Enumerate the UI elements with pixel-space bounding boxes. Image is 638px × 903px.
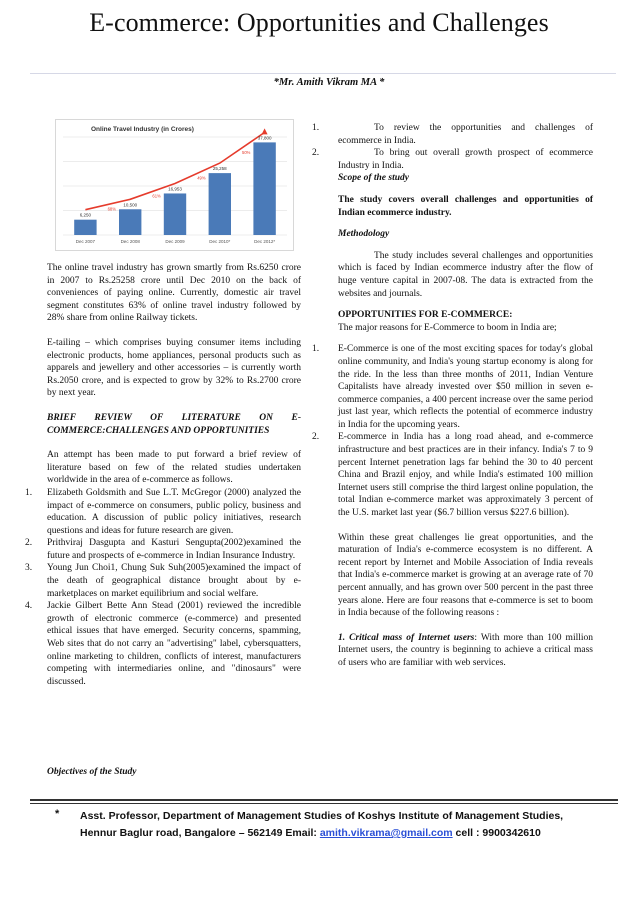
growth-label: 68%	[107, 206, 116, 212]
page-title: E-commerce: Opportunities and Challenges	[89, 8, 549, 37]
scope-text: The study covers overall challenges and opportunities of Indian ecommerce industry.	[338, 194, 593, 218]
within-paragraph: Within these great challenges lie great opportunities, and the maturation of India's e-commerce ecosystem is no different. A recent report by Internet and Mobile Association of India reveals that India's e-commerce market is growing at an average rate of 70 percent annually, and has grown over 500 percent in the past three years alone. Here are four reasons that e-commerce is set to boom in India because of the following reasons :	[338, 532, 593, 619]
list-text: Prithviraj Dasgupta and Kasturi Sengupta(2002)examined the future and prospects of e-commerce in Indian Insurance Industry.	[47, 538, 301, 561]
growth-label: 49%	[197, 175, 206, 181]
list-item	[25, 600, 301, 688]
value-label: 37,800	[257, 135, 272, 141]
value-label: 6,250	[79, 212, 92, 218]
critical-mass-paragraph	[338, 632, 593, 670]
scope-heading: Scope of the study	[338, 173, 409, 184]
review-intro: An attempt has been made to put forward a brief review of literature based on few of the related studies undertaken worldwide in the area of e-commerce as follows.	[47, 450, 301, 486]
chart-svg	[55, 119, 294, 251]
list-text: E-Commerce is one of the most exciting spaces for today's global online community, and India's young startup economy is along for the ride. In the less than three months of 2011, Indian Venture Capitalists have already invested over $50 million in seven e-commerce companies, a 400 percent increase over the same period just last year, which reflects the potential of ecommerce industry in India for the upcoming years.	[338, 344, 593, 430]
methodology-text: The study includes several challenges and opportunities which is faced by Indian ecommerce industry after the flow of huge venture capital in 2007-08. The data is extracted from the websites and journals.	[338, 250, 593, 299]
footer-divider	[30, 799, 618, 801]
travel-paragraph: The online travel industry has grown smartly from Rs.6250 crore in 2007 to Rs.25258 crore until Dec 2010 on the back of conveniences of paying online. Currently, domestic air travel segment constitutes 63% of online travel industry followed by 28% share from online Railway tickets.	[47, 263, 301, 324]
growth-label: 61%	[152, 193, 161, 199]
email-link[interactable]: amith.vikrama@gmail.com	[319, 827, 453, 839]
list-number: 2.	[25, 538, 33, 549]
review-heading: BRIEF REVIEW OF LITERATURE ON E-COMMERCE:CHALLENGES AND OPPORTUNITIES	[47, 412, 301, 436]
list-item	[25, 562, 301, 600]
value-label: 16,953	[168, 186, 182, 192]
category-label: Dec 2010*	[209, 239, 231, 244]
bar	[119, 209, 141, 235]
list-item	[312, 343, 593, 431]
bar	[74, 220, 96, 235]
list-number: 4.	[25, 601, 33, 612]
address-text: Hennur Baglur road, Bangalore – 562149 Email:	[80, 827, 320, 839]
list-number: 2.	[312, 148, 320, 159]
category-label: Dec 2009	[165, 239, 185, 244]
list-number: 2.	[312, 432, 320, 443]
bar	[164, 193, 186, 235]
chart-title: Online Travel Industry (in Crores)	[91, 126, 194, 133]
list-item	[312, 147, 593, 172]
affiliation-line: Asst. Professor, Department of Management Studies of Koshys Institute of Management Studies,	[80, 810, 564, 822]
value-label: 10,500	[123, 202, 138, 208]
list-text: To review the opportunities and challenges of ecommerce in India.	[338, 123, 593, 146]
methodology-heading: Methodology	[338, 229, 390, 240]
reasons-list	[312, 343, 593, 519]
list-item	[312, 122, 593, 147]
right-column	[312, 122, 593, 670]
objectives-list	[312, 122, 593, 172]
author-line: *Mr. Amith Vikram MA *	[273, 77, 385, 88]
list-text: Elizabeth Goldsmith and Sue L.T. McGregor (2000) analyzed the impact of e-commerce on consumers, public policy, business and education. A discussion of public policy initiatives, research questions and ideas for future research are given.	[47, 487, 301, 536]
reference-list	[25, 487, 301, 689]
list-number: 1.	[312, 123, 320, 133]
growth-label: 50%	[242, 149, 251, 155]
bar	[209, 173, 231, 235]
travel-industry-chart	[55, 119, 294, 251]
list-number: 1.	[25, 487, 33, 498]
list-text: E-commerce in India has a long road ahead, and e-commerce infrastructure and best practices are in their infancy. India's 7 to 9 percent Internet penetration lags far behind the 30 to 40 percent China and Brazil enjoy, and while India's estimated 100 million Internet users still comprise the third largest online population, the total Indian e-commerce market was approximately 3 percent of the U.S. market last year ($6.7 billion versus $227.6 billion).	[338, 432, 593, 519]
critical-mass-text: : With more than 100 million Internet users, the country is beginning to achieve a critical mass of users who are familiar with web services.	[338, 632, 593, 668]
value-label: 25,258	[212, 166, 227, 172]
opportunities-intro: The major reasons for E-Commerce to boom in India are;	[338, 322, 557, 333]
footnote-marker: *	[55, 808, 60, 820]
left-column	[25, 262, 301, 688]
critical-mass-label: 1. Critical mass of Internet users	[338, 632, 475, 643]
list-item	[312, 431, 593, 519]
list-item	[25, 537, 301, 562]
list-text: To bring out overall growth prospect of ecommerce Industry in India.	[338, 148, 593, 171]
etailing-paragraph: E-tailing – which comprises buying consumer items including electronic products, home appliances, personal products such as apparels and jewellery and other accessories – is currently worth Rs.2050 crore, and is expected to grow by 32% to Rs.2700 crore by next year.	[47, 337, 301, 399]
author-affiliation	[80, 808, 610, 842]
title-divider	[30, 73, 616, 74]
contact-line	[80, 825, 610, 842]
footer-divider-thin	[30, 803, 618, 804]
list-text: Young Jun Choi1, Chung Suk Suh(2005)examined the impact of the death of geographical distance brought about by e-marketplaces on market equilibrium and social welfare.	[47, 563, 301, 599]
phone-text: cell : 9900342610	[452, 827, 541, 839]
list-number: 3.	[25, 563, 33, 574]
opportunities-heading: OPPORTUNITIES FOR E-COMMERCE:	[338, 310, 513, 321]
list-item	[25, 487, 301, 537]
category-label: Dec 2008	[120, 239, 140, 244]
objectives-heading: Objectives of the Study	[47, 767, 137, 777]
bar	[253, 142, 275, 235]
list-text: Jackie Gilbert Bette Ann Stead (2001) reviewed the incredible growth of electronic commerce (e-commerce) and presented ethical issues that have emerged. Security concerns, spamming, Web sites that do not carry an "advertising" label, cybersquatters, online marketing to children, conflicts of interest, manufacturers competing with intermediaries online, and "dinosaurs" were discussed.	[47, 601, 301, 687]
category-label: Dec 2012*	[254, 239, 276, 244]
category-label: Dec 2007	[75, 239, 96, 244]
list-number: 1.	[312, 344, 320, 355]
